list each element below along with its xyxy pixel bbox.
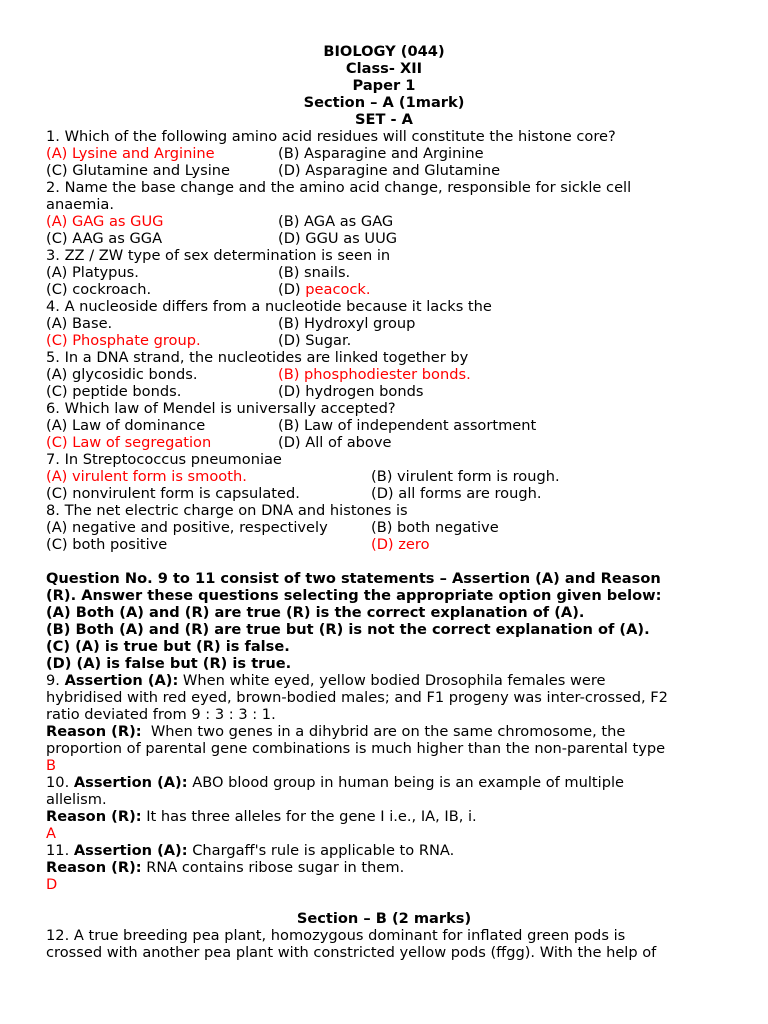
question-2: 2. Name the base change and the amino acid change, responsible for sickle cell [46,179,632,196]
q2-option-a: (A) GAG as GUG [46,213,164,230]
q1-option-c: (C) Glutamine and Lysine [46,162,231,179]
q5-options-row-2 [46,383,768,400]
question-4: 4. A nucleoside differs from a nucleotide because it lacks the [46,298,492,315]
q9-number: 9. [46,672,65,689]
q11-assertion-text: Chargaff's rule is applicable to RNA. [187,842,455,859]
question-6: 6. Which law of Mendel is universally accepted? [46,400,396,417]
q2-option-d: (D) GGU as UUG [278,230,398,247]
q8-options-row-1 [46,519,768,536]
set-title: SET - A [355,111,413,128]
q9-reason-cont: proportion of parental gene combinations is much higher than the non-parental type [46,740,666,757]
question-1: 1. Which of the following amino acid residues will constitute the histone core? [46,128,616,145]
q5-option-b: (B) phosphodiester bonds. [278,366,471,383]
question-12: 12. A true breeding pea plant, homozygous dominant for inflated green pods is [46,927,626,944]
q3-option-b: (B) snails. [278,264,351,281]
q10-reason [46,808,768,825]
class-title: Class- XII [345,60,423,77]
q9-reason [46,723,768,740]
subject-title: BIOLOGY (044) [323,43,445,60]
ar-option-c: (C) (A) is true but (R) is false. [46,638,290,655]
q6-options-row-1 [46,417,768,434]
q3-option-c: (C) cockroach. [46,281,152,298]
q4-option-c: (C) Phosphate group. [46,332,201,349]
q9-assertion [46,672,768,689]
q4-option-a: (A) Base. [46,315,113,332]
q5-option-a: (A) glycosidic bonds. [46,366,198,383]
ar-option-b: (B) Both (A) and (R) are true but (R) is not the correct explanation of (A). [46,621,650,638]
spacer [46,553,768,570]
q1-option-a: (A) Lysine and Arginine [46,145,215,162]
question-5: 5. In a DNA strand, the nucleotides are linked together by [46,349,469,366]
ar-instructions-line-1: Question No. 9 to 11 consist of two statements – Assertion (A) and Reason [46,570,661,587]
q8-option-c: (C) both positive [46,536,168,553]
question-3: 3. ZZ / ZW type of sex determination is seen in [46,247,391,264]
q10-answer: A [46,825,56,842]
ar-option-a: (A) Both (A) and (R) are true (R) is the correct explanation of (A). [46,604,585,621]
q11-reason-text: RNA contains ribose sugar in them. [141,859,405,876]
q7-options-row-2 [46,485,768,502]
q2-option-c: (C) AAG as GGA [46,230,163,247]
q8-option-b: (B) both negative [371,519,499,536]
q10-reason-text: It has three alleles for the gene I i.e., IA, IB, i. [141,808,477,825]
paper-title: Paper 1 [352,77,416,94]
q3-option-a: (A) Platypus. [46,264,139,281]
q2-option-b: (B) AGA as GAG [278,213,394,230]
q11-answer: D [46,876,58,893]
q8-option-d: (D) zero [371,536,430,553]
q5-options-row-1 [46,366,768,383]
q10-assertion-cont: allelism. [46,791,107,808]
q11-assertion [46,842,768,859]
q9-assertion-text: When white eyed, yellow bodied Drosophila females were [178,672,606,689]
section-b-title: Section – B (2 marks) [296,910,472,927]
q8-options-row-2 [46,536,768,553]
q5-option-d: (D) hydrogen bonds [278,383,424,400]
q2-options-row-1 [46,213,768,230]
q4-option-b: (B) Hydroxyl group [278,315,416,332]
q7-option-d: (D) all forms are rough. [371,485,542,502]
q7-option-b: (B) virulent form is rough. [371,468,560,485]
q6-option-b: (B) Law of independent assortment [278,417,537,434]
q3-option-d [278,281,371,298]
q11-number: 11. [46,842,74,859]
q10-assertion-label: Assertion (A): [73,774,188,791]
q9-assertion-cont-2: ratio deviated from 9 : 3 : 3 : 1. [46,706,276,723]
q8-option-a: (A) negative and positive, respectively [46,519,328,536]
q11-assertion-label: Assertion (A): [73,842,188,859]
q10-reason-label: Reason (R): [46,808,142,825]
q7-option-a: (A) virulent form is smooth. [46,468,247,485]
q10-assertion-text: ABO blood group in human being is an example of multiple [187,774,625,791]
q7-option-c: (C) nonvirulent form is capsulated. [46,485,300,502]
q11-reason-label: Reason (R): [46,859,142,876]
q11-reason [46,859,768,876]
q9-reason-label: Reason (R): [46,723,142,740]
question-12-cont: crossed with another pea plant with constricted yellow pods (ffgg). With the help of [46,944,657,961]
q3-options-row-1 [46,264,768,281]
q6-option-d: (D) All of above [278,434,392,451]
q9-reason-text: When two genes in a dihybrid are on the same chromosome, the [141,723,626,740]
q5-option-c: (C) peptide bonds. [46,383,182,400]
q7-options-row-1 [46,468,768,485]
q2-options-row-2 [46,230,768,247]
q10-number: 10. [46,774,74,791]
q9-assertion-cont-1: hybridised with red eyed, brown-bodied males; and F1 progeny was inter-crossed, F2 [46,689,668,706]
q1-option-d: (D) Asparagine and Glutamine [278,162,501,179]
question-7: 7. In Streptococcus pneumoniae [46,451,282,468]
q3-options-row-2 [46,281,768,298]
q1-options-row-2 [46,162,768,179]
q1-option-b: (B) Asparagine and Arginine [278,145,484,162]
question-8: 8. The net electric charge on DNA and histones is [46,502,408,519]
q9-assertion-label: Assertion (A): [64,672,179,689]
q6-options-row-2 [46,434,768,451]
q4-option-d: (D) Sugar. [278,332,352,349]
q6-option-a: (A) Law of dominance [46,417,206,434]
q4-options-row-2 [46,332,768,349]
q3-option-d-answer: peacock. [305,281,371,298]
q9-answer: B [46,757,57,774]
ar-instructions-line-2: (R). Answer these questions selecting the appropriate option given below: [46,587,662,604]
q10-assertion [46,774,768,791]
q4-options-row-1 [46,315,768,332]
q1-options-row-1 [46,145,768,162]
question-2-cont: anaemia. [46,196,114,213]
q3-option-d-prefix: (D) [278,281,306,298]
q6-option-c: (C) Law of segregation [46,434,212,451]
section-a-title: Section – A (1mark) [303,94,465,111]
ar-option-d: (D) (A) is false but (R) is true. [46,655,292,672]
